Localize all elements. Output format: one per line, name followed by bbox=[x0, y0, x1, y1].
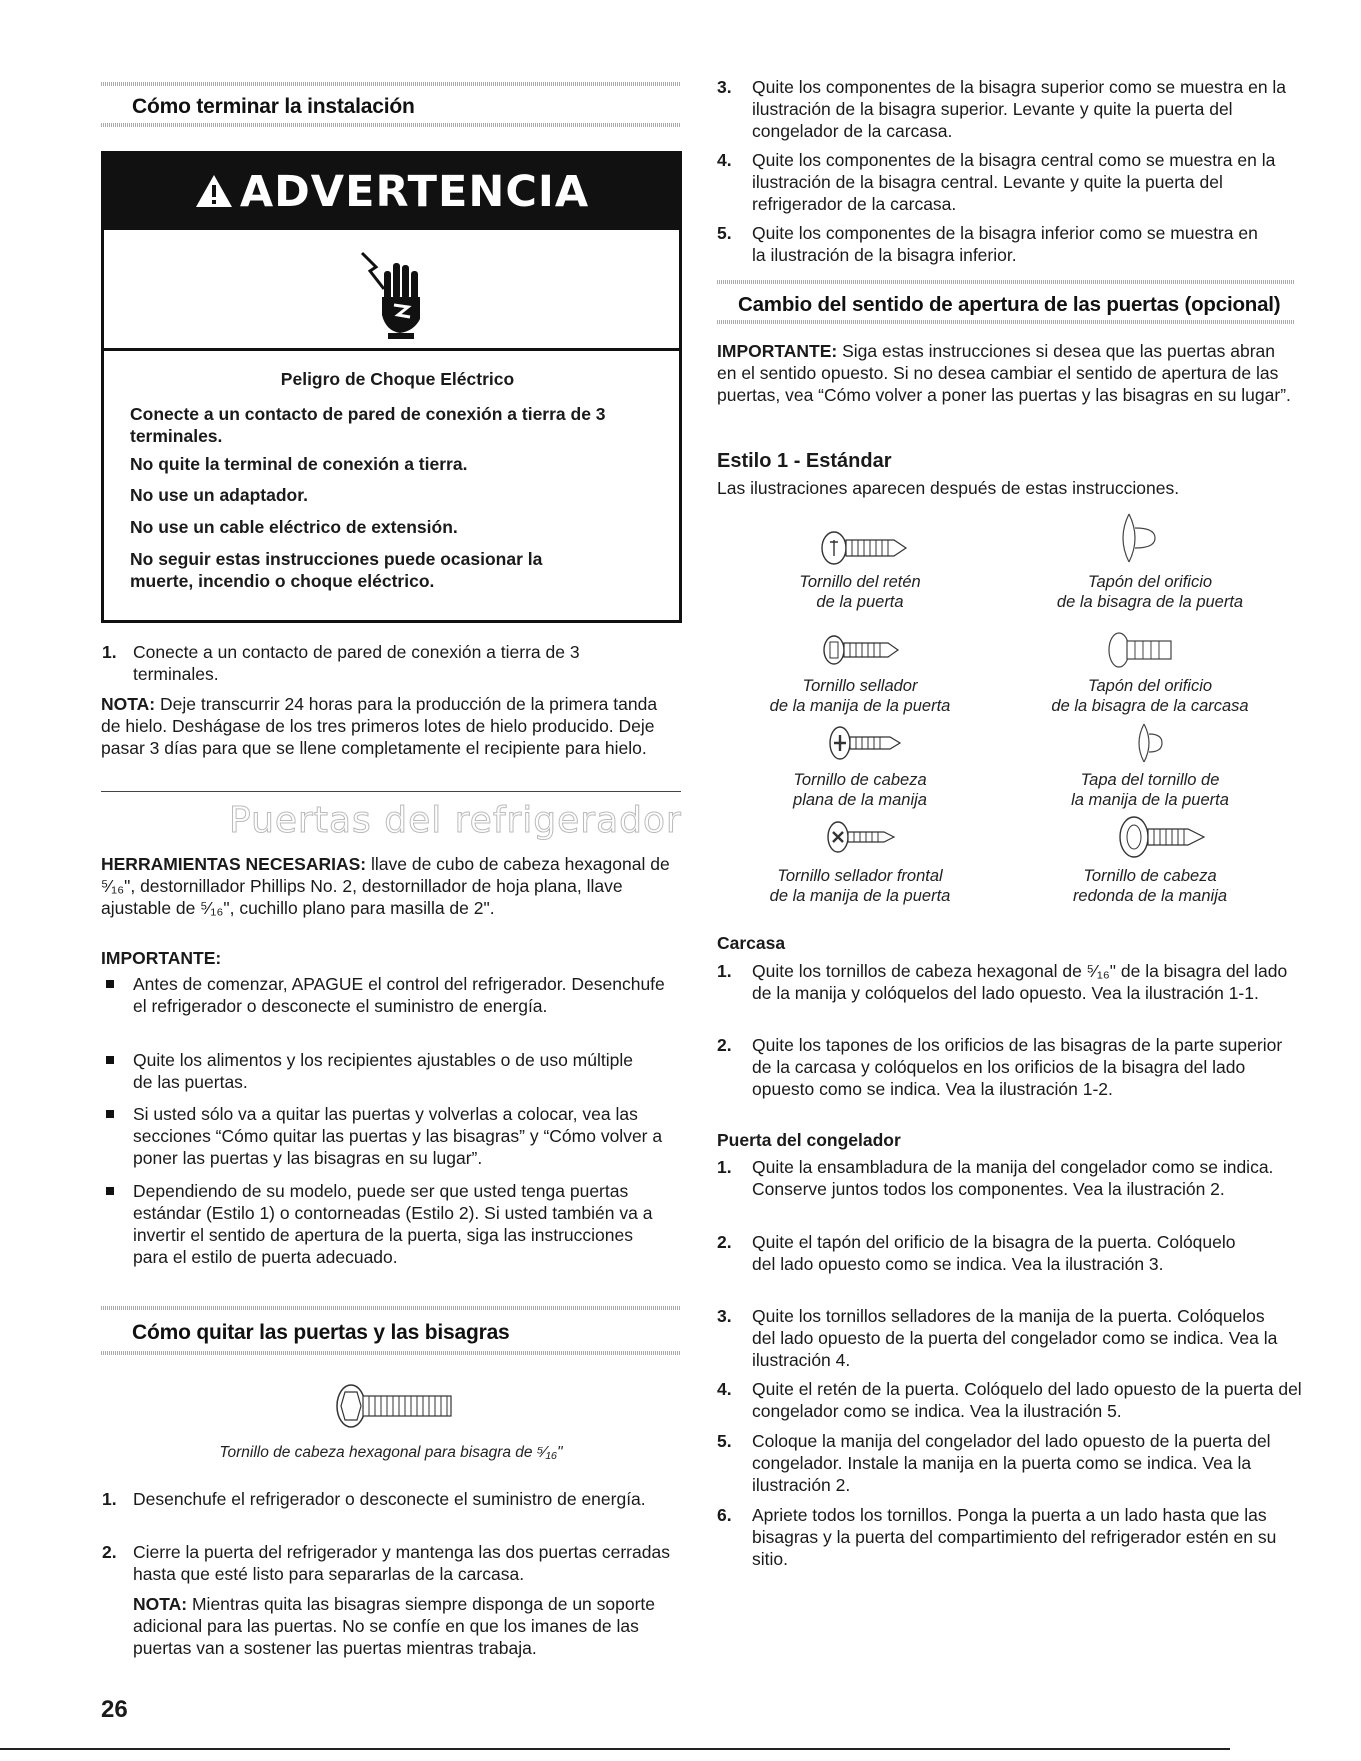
heading-quitar-puertas: Cómo quitar las puertas y las bisagras bbox=[132, 1321, 510, 1344]
warning-line: No use un adaptador. bbox=[130, 485, 308, 505]
step-number: 1. bbox=[717, 1157, 732, 1177]
page-bottom-rule bbox=[0, 1748, 1230, 1750]
flat-head-handle-screw-icon bbox=[828, 725, 908, 766]
step-number: 5. bbox=[717, 223, 732, 243]
tools-paragraph bbox=[101, 853, 681, 919]
tools-label: HERRAMIENTAS NECESARIAS: bbox=[101, 854, 367, 874]
step-number: 1. bbox=[102, 1489, 117, 1509]
part-caption-line: Tornillo del retén bbox=[799, 573, 921, 591]
door-hinge-hole-plug-icon bbox=[1115, 510, 1165, 571]
warning-title: ADVERTENCIA bbox=[239, 167, 590, 217]
bullet-marker bbox=[106, 1056, 114, 1064]
door-stop-screw-icon bbox=[820, 530, 910, 571]
door-handle-seal-screw-icon bbox=[822, 634, 902, 671]
part-caption bbox=[1010, 676, 1290, 716]
part-caption-line: Tornillo sellador frontal bbox=[777, 867, 943, 885]
step-text: Desenchufe el refrigerador o desconecte el suministro de energía. bbox=[133, 1489, 646, 1509]
part-caption-line: de la manija de la puerta bbox=[769, 887, 951, 905]
step-number: 3. bbox=[717, 1306, 732, 1326]
step-text: Quite los componentes de la bisagra inferior como se muestra en la ilustración de la bisagra inferior. bbox=[752, 223, 1258, 265]
importante-label: IMPORTANTE: bbox=[101, 948, 222, 968]
step-text: Apriete todos los tornillos. Ponga la puerta a un lado hasta que las bisagras y la puerta del compartimiento del refrigerador estén en su sitio. bbox=[752, 1505, 1277, 1569]
bolt-caption: Tornillo de cabeza hexagonal para bisagra de ⁵⁄₁₆" bbox=[219, 1444, 563, 1461]
hex-bolt-icon bbox=[335, 1383, 455, 1434]
step-number: 4. bbox=[717, 150, 732, 170]
round-head-handle-screw-icon bbox=[1118, 815, 1208, 864]
estilo-intro: Las ilustraciones aparecen después de estas instrucciones. bbox=[717, 478, 1180, 498]
heading-rule bbox=[101, 1351, 681, 1355]
part-caption-line: la manija de la puerta bbox=[1071, 791, 1229, 809]
step-text: Quite la ensambladura de la manija del congelador como se indica. Conserve juntos todos los componentes. Vea la ilustración 2. bbox=[752, 1157, 1274, 1199]
warning-line: Conecte a un contacto de pared de conexión a tierra de 3 terminales. bbox=[130, 404, 606, 446]
part-caption bbox=[735, 572, 985, 612]
importante-label: IMPORTANTE: bbox=[717, 341, 838, 361]
heading-cambio-sentido: Cambio del sentido de apertura de las puertas (opcional) bbox=[738, 293, 1281, 316]
part-caption bbox=[1010, 572, 1290, 612]
carcasa-heading: Carcasa bbox=[717, 933, 786, 953]
importante-text: Siga estas instrucciones si desea que las puertas abran en el sentido opuesto. Si no desea cambiar el sentido de apertura de las puertas, vea “Cómo volver a poner las puertas y las bisagras en su lugar”. bbox=[717, 341, 1291, 405]
step-text: Cierre la puerta del refrigerador y mantenga las dos puertas cerradas hasta que esté listo para separarlas de la carcasa. bbox=[133, 1542, 670, 1584]
warning-box bbox=[101, 151, 682, 623]
warning-triangle-icon bbox=[194, 157, 234, 233]
part-caption-line: Tornillo de cabeza bbox=[793, 771, 927, 789]
step-number: 4. bbox=[717, 1379, 732, 1399]
part-caption-line: Tapón del orificio bbox=[1087, 573, 1213, 591]
part-caption-line: Tapón del orificio bbox=[1087, 677, 1213, 695]
nota-label: NOTA: bbox=[101, 694, 156, 714]
step-text: Quite el retén de la puerta. Colóquelo del lado opuesto de la puerta del congelador como se indica. Vea la ilustración 5. bbox=[752, 1379, 1302, 1421]
nota-paragraph bbox=[101, 693, 681, 759]
step-number: 2. bbox=[102, 1542, 117, 1562]
part-caption-line: Tornillo de cabeza bbox=[1083, 867, 1217, 885]
step-number: 1. bbox=[717, 961, 732, 981]
part-caption-line: de la puerta bbox=[816, 593, 904, 611]
cabinet-hinge-hole-plug-icon bbox=[1105, 630, 1175, 675]
step-number: 1. bbox=[102, 642, 117, 662]
part-caption-line: Tornillo sellador bbox=[802, 677, 918, 695]
step-number: 3. bbox=[717, 77, 732, 97]
step-text: Quite los tornillos selladores de la manija de la puerta. Colóquelos del lado opuesto de la puerta del congelador como se indica. Vea la ilustración 4. bbox=[752, 1306, 1278, 1370]
electric-shock-hand-icon bbox=[354, 249, 434, 346]
front-seal-screw-icon bbox=[826, 820, 902, 859]
bullet-marker bbox=[106, 1187, 114, 1195]
heading-rule bbox=[717, 280, 1295, 284]
heading-terminar-instalacion: Cómo terminar la instalación bbox=[132, 95, 415, 118]
bullet-text: Dependiendo de su modelo, puede ser que usted tenga puertas estándar (Estilo 1) o contorneadas (Estilo 2). Si usted también va a invertir el sentido de apertura de la puerta, siga las instrucciones para el estilo de puerta adecuado. bbox=[133, 1181, 653, 1267]
warning-line: No quite la terminal de conexión a tierra. bbox=[130, 454, 468, 474]
nota2-text: Mientras quita las bisagras siempre disponga de un soporte adicional para las puertas. No se confíe en que los imanes de las puertas van a sostener las puertas mientras trabaja. bbox=[133, 1594, 656, 1658]
section-title: Puertas del refrigerador bbox=[229, 800, 682, 841]
warning-separator bbox=[104, 348, 679, 351]
handle-screw-cap-icon bbox=[1130, 720, 1170, 771]
part-caption-line: de la manija de la puerta bbox=[769, 697, 951, 715]
importante-paragraph bbox=[717, 340, 1297, 406]
heading-rule bbox=[101, 82, 681, 86]
step-text: Quite los componentes de la bisagra central como se muestra en la ilustración de la bisagra central. Levante y quite la puerta del refrigerador de la carcasa. bbox=[752, 150, 1276, 214]
nota-text: Deje transcurrir 24 horas para la producción de la primera tanda de hielo. Deshágase de los tres primeros lotes de hielo producido. Deje pasar 3 días para que se llene completamente el recipiente para hielo. bbox=[101, 694, 658, 758]
step-number: 5. bbox=[717, 1431, 732, 1451]
tools-text: llave de cubo de cabeza hexagonal de ⁵⁄₁₆", destornillador Phillips No. 2, destornillador de hoja plana, llave ajustable de ⁵⁄₁₆", cuchillo plano para masilla de 2". bbox=[101, 854, 670, 918]
part-caption bbox=[735, 770, 985, 810]
step-text: Conecte a un contacto de pared de conexión a tierra de 3 terminales. bbox=[133, 642, 580, 684]
warning-line: No seguir estas instrucciones puede ocasionar la muerte, incendio o choque eléctrico. bbox=[130, 549, 543, 591]
part-caption-line: Tapa del tornillo de bbox=[1080, 771, 1220, 789]
bullet-marker bbox=[106, 980, 114, 988]
bullet-text: Antes de comenzar, APAGUE el control del refrigerador. Desenchufe el refrigerador o desconecte el suministro de energía. bbox=[133, 974, 665, 1016]
step-text: Quite el tapón del orificio de la bisagra de la puerta. Colóquelo del lado opuesto como se indica. Vea la ilustración 3. bbox=[752, 1232, 1236, 1274]
step-text: Quite los componentes de la bisagra superior como se muestra en la ilustración de la bisagra superior. Levante y quite la puerta del congelador de la carcasa. bbox=[752, 77, 1287, 141]
bullet-text: Quite los alimentos y los recipientes ajustables o de uso múltiple de las puertas. bbox=[133, 1050, 633, 1092]
part-caption bbox=[735, 866, 985, 906]
part-caption bbox=[1010, 770, 1290, 810]
step-number: 2. bbox=[717, 1035, 732, 1055]
warning-header bbox=[104, 154, 679, 230]
part-caption-line: plana de la manija bbox=[793, 791, 927, 809]
part-caption-line: de la bisagra de la puerta bbox=[1056, 593, 1244, 611]
warning-subtitle: Peligro de Choque Eléctrico bbox=[280, 369, 515, 389]
page-number: 26 bbox=[101, 1696, 128, 1723]
step-text: Quite los tapones de los orificios de las bisagras de la parte superior de la carcasa y colóquelos en los orificios de la bisagra del lado opuesto como se indica. Vea la ilustración 1-2. bbox=[752, 1035, 1283, 1099]
heading-rule bbox=[101, 123, 681, 127]
nota2-paragraph bbox=[133, 1593, 673, 1659]
part-caption bbox=[1010, 866, 1290, 906]
bullet-marker bbox=[106, 1110, 114, 1118]
congelador-heading: Puerta del congelador bbox=[717, 1130, 901, 1150]
part-caption-line: redonda de la manija bbox=[1072, 887, 1228, 905]
heading-rule bbox=[101, 1306, 681, 1310]
step-number: 6. bbox=[717, 1505, 732, 1525]
part-caption bbox=[735, 676, 985, 716]
step-text: Quite los tornillos de cabeza hexagonal de ⁵⁄₁₆" de la bisagra del lado de la manija y colóquelos del lado opuesto. Vea la ilustración 1-1. bbox=[752, 961, 1288, 1003]
nota2-label: NOTA: bbox=[133, 1594, 188, 1614]
warning-line: No use un cable eléctrico de extensión. bbox=[130, 517, 458, 537]
section-divider bbox=[101, 791, 681, 792]
part-caption-line: de la bisagra de la carcasa bbox=[1051, 697, 1249, 715]
bullet-text: Si usted sólo va a quitar las puertas y volverlas a colocar, vea las secciones “Cómo quitar las puertas y las bisagras” y “Cómo volver a poner las puertas y las bisagras en su lugar”. bbox=[133, 1104, 663, 1168]
step-number: 2. bbox=[717, 1232, 732, 1252]
step-text: Coloque la manija del congelador del lado opuesto de la puerta del congelador. Instale la manija en la puerta como se indica. Vea la ilustración 2. bbox=[752, 1431, 1271, 1495]
heading-rule bbox=[717, 320, 1295, 324]
estilo-heading: Estilo 1 - Estándar bbox=[717, 450, 892, 472]
